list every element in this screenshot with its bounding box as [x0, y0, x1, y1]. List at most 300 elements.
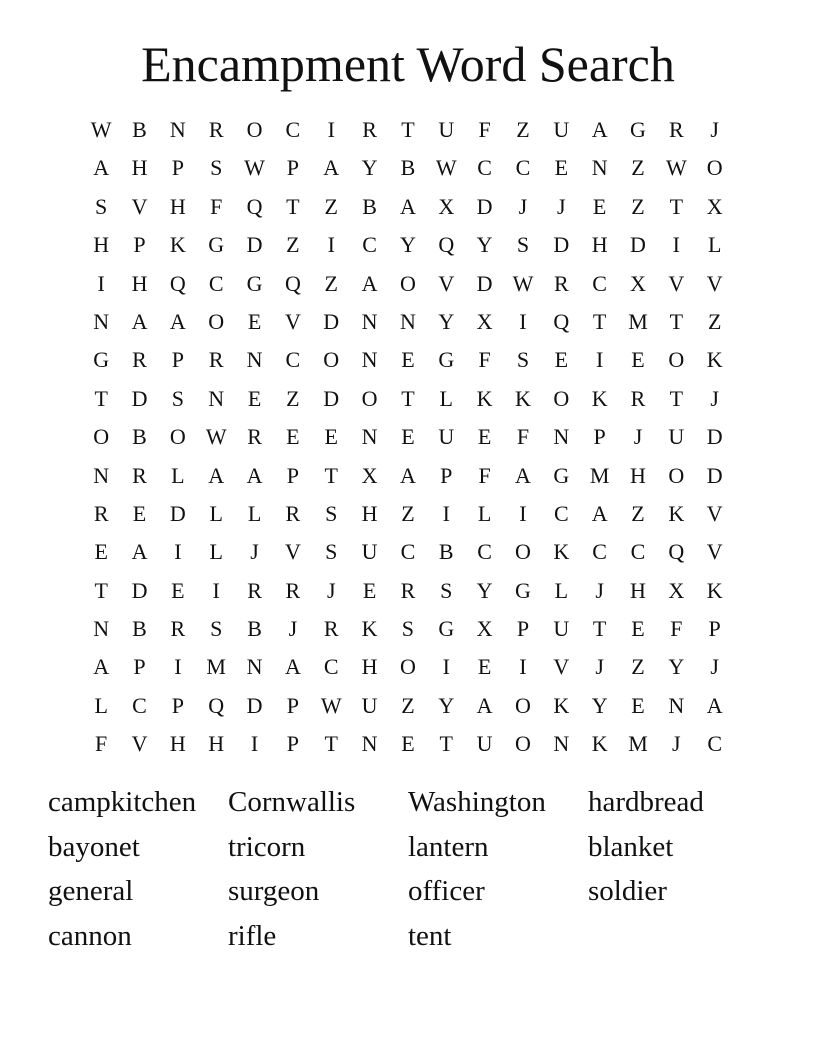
grid-letter: D: [476, 193, 493, 219]
grid-letter: Y: [438, 692, 455, 718]
word-list-item: surgeon: [228, 875, 320, 908]
grid-letter: O: [515, 692, 531, 718]
grid-letter: B: [132, 616, 147, 642]
grid-letter: X: [668, 577, 685, 603]
grid-letter: W: [244, 155, 265, 181]
grid-letter: V: [706, 270, 723, 296]
grid-letter: I: [595, 347, 604, 373]
grid-letter: B: [400, 155, 416, 181]
grid-letter: Z: [286, 385, 300, 411]
grid-letter: Q: [208, 692, 225, 718]
grid-letter: X: [476, 616, 493, 642]
grid-letter: E: [401, 424, 415, 450]
grid-letter: E: [401, 347, 415, 373]
grid-letter: B: [247, 616, 262, 642]
grid-letter: Z: [286, 232, 300, 258]
grid-letter: F: [670, 616, 683, 642]
grid-letter: N: [93, 308, 110, 334]
grid-letter: R: [208, 117, 224, 142]
grid-letter: K: [476, 385, 493, 411]
grid-row: [82, 341, 734, 379]
grid-letter: I: [212, 577, 220, 603]
grid-letter: S: [516, 232, 530, 258]
grid-letter: H: [131, 270, 148, 296]
grid-letter: J: [595, 577, 604, 603]
grid-letter: W: [435, 155, 457, 181]
grid-letter: U: [438, 424, 455, 450]
grid-letter: A: [361, 270, 378, 296]
grid-letter: G: [438, 347, 455, 373]
grid-letter: E: [631, 692, 645, 718]
grid-letter: K: [553, 692, 570, 718]
grid-letter: J: [326, 577, 336, 603]
grid-letter: Y: [668, 654, 685, 680]
grid-letter: P: [286, 692, 300, 718]
grid-letter: L: [707, 232, 722, 258]
grid-letter: E: [362, 577, 377, 603]
grid-letter: A: [169, 308, 186, 334]
grid-letter: R: [93, 500, 109, 526]
grid-letter: N: [553, 731, 570, 757]
grid-letter: M: [589, 462, 610, 488]
grid-letter: Z: [516, 117, 530, 142]
grid-letter: K: [591, 731, 608, 757]
grid-letter: J: [557, 193, 566, 219]
grid-letter: K: [706, 347, 723, 373]
grid-letter: X: [630, 270, 646, 296]
grid-letter: H: [630, 577, 646, 603]
grid-row: [82, 495, 734, 533]
grid-letter: J: [710, 385, 719, 411]
grid-letter: D: [706, 462, 723, 488]
grid-letter: D: [323, 308, 340, 334]
grid-letter: D: [630, 232, 646, 258]
grid-letter: X: [706, 193, 723, 219]
grid-letter: A: [591, 500, 608, 526]
grid-letter: E: [247, 308, 262, 334]
word-list: [48, 780, 768, 959]
grid-row: [82, 533, 734, 571]
grid-letter: I: [672, 232, 680, 258]
grid-letter: J: [250, 539, 259, 565]
grid-letter: P: [133, 654, 146, 680]
grid-letter: N: [93, 462, 110, 488]
grid-letter: N: [208, 385, 225, 411]
grid-letter: E: [592, 193, 607, 219]
word-list-item: Washington: [408, 786, 546, 818]
grid-letter: C: [362, 232, 377, 258]
grid-letter: R: [285, 500, 301, 526]
grid-letter: N: [93, 616, 110, 642]
grid-row: [82, 418, 734, 456]
grid-letter: D: [131, 577, 148, 603]
grid-letter: W: [320, 692, 342, 718]
grid-letter: I: [174, 539, 182, 565]
grid-letter: S: [325, 500, 338, 526]
grid-letter: O: [93, 424, 110, 450]
grid-letter: R: [170, 616, 186, 642]
grid-letter: T: [669, 385, 684, 411]
grid-letter: I: [519, 308, 527, 334]
grid-letter: H: [591, 232, 608, 258]
grid-row: [82, 687, 734, 725]
grid-letter: C: [477, 539, 492, 565]
grid-letter: N: [553, 424, 570, 450]
grid-letter: B: [132, 424, 147, 450]
word-list-item: officer: [408, 875, 485, 908]
grid-letter: W: [205, 424, 227, 450]
grid-letter: O: [553, 385, 570, 411]
grid-letter: E: [132, 500, 147, 526]
grid-letter: X: [438, 193, 455, 219]
grid-letter: E: [401, 731, 415, 757]
grid-letter: P: [171, 155, 184, 181]
grid-letter: E: [631, 347, 645, 373]
grid-letter: S: [401, 616, 415, 642]
grid-letter: K: [169, 232, 186, 258]
grid-letter: W: [90, 117, 112, 142]
grid-letter: A: [706, 692, 723, 718]
grid-letter: A: [399, 193, 416, 219]
grid-letter: J: [672, 731, 681, 757]
grid-letter: H: [361, 654, 378, 680]
grid-letter: F: [95, 731, 108, 757]
grid-letter: X: [361, 462, 378, 488]
grid-letter: C: [592, 270, 607, 296]
grid-letter: W: [512, 270, 534, 296]
grid-letter: A: [399, 462, 416, 488]
grid-row: [82, 648, 734, 686]
grid-letter: K: [668, 500, 685, 526]
grid-letter: K: [361, 616, 378, 642]
grid-letter: Y: [476, 232, 493, 258]
grid-letter: O: [706, 155, 723, 181]
grid-letter: V: [553, 654, 570, 680]
grid-letter: E: [286, 424, 300, 450]
grid-letter: T: [439, 731, 453, 757]
grid-letter: C: [477, 155, 492, 181]
grid-row: [82, 226, 734, 264]
grid-letter: N: [361, 731, 378, 757]
grid-letter: T: [592, 616, 607, 642]
grid-letter: E: [631, 616, 645, 642]
grid-letter: A: [93, 155, 110, 181]
grid-letter: T: [669, 308, 684, 334]
grid-letter: L: [554, 577, 569, 603]
grid-letter: Y: [476, 577, 493, 603]
grid-letter: R: [400, 577, 416, 603]
grid-letter: R: [362, 117, 377, 142]
grid-letter: I: [97, 270, 105, 296]
grid-letter: D: [169, 500, 186, 526]
grid-letter: F: [478, 117, 491, 142]
grid-letter: V: [284, 539, 301, 565]
grid-letter: A: [323, 155, 340, 181]
grid-letter: K: [706, 577, 723, 603]
grid-letter: N: [361, 424, 378, 450]
grid-row: [82, 457, 734, 495]
grid-letter: U: [553, 117, 570, 142]
grid-letter: P: [286, 462, 300, 488]
grid-letter: T: [94, 577, 108, 603]
grid-letter: T: [94, 385, 108, 411]
grid-letter: F: [478, 462, 491, 488]
grid-letter: U: [438, 117, 455, 142]
grid-row: [82, 572, 734, 610]
letter-grid: [82, 111, 734, 764]
grid-letter: L: [171, 462, 185, 488]
grid-letter: C: [515, 155, 531, 181]
grid-letter: H: [361, 500, 378, 526]
grid-letter: V: [131, 193, 148, 219]
grid-letter: R: [668, 117, 684, 142]
grid-letter: C: [285, 347, 301, 373]
word-list-item: tricorn: [228, 830, 306, 863]
word-list-item: lantern: [408, 830, 489, 863]
grid-letter: T: [401, 117, 415, 142]
grid-row: [82, 303, 734, 341]
grid-letter: F: [516, 424, 530, 450]
grid-letter: V: [706, 539, 723, 565]
grid-letter: M: [628, 731, 648, 757]
grid-letter: D: [476, 270, 493, 296]
grid-letter: C: [400, 539, 416, 565]
grid-letter: E: [324, 424, 338, 450]
grid-letter: D: [246, 232, 263, 258]
grid-letter: O: [668, 347, 685, 373]
grid-letter: U: [361, 692, 378, 718]
grid-letter: J: [595, 654, 604, 680]
grid-letter: O: [323, 347, 340, 373]
word-list-item: general: [48, 875, 134, 908]
grid-letter: N: [169, 117, 186, 142]
grid-letter: O: [361, 385, 378, 411]
grid-letter: I: [442, 500, 450, 526]
grid-row: [82, 610, 734, 648]
grid-letter: J: [518, 193, 528, 219]
word-list-item: bayonet: [48, 830, 140, 863]
grid-letter: L: [477, 500, 492, 526]
grid-row: [82, 265, 734, 303]
word-list-item: tent: [408, 920, 452, 953]
grid-letter: S: [210, 616, 223, 642]
grid-letter: C: [323, 654, 339, 680]
grid-letter: Z: [631, 500, 645, 526]
grid-letter: R: [630, 385, 646, 411]
grid-letter: T: [286, 193, 300, 219]
grid-letter: P: [516, 616, 530, 642]
grid-letter: T: [324, 731, 338, 757]
grid-letter: C: [707, 731, 723, 757]
word-list-item: campkitchen: [48, 786, 197, 818]
grid-letter: L: [209, 500, 223, 526]
grid-letter: I: [519, 654, 527, 680]
grid-letter: Q: [553, 308, 570, 334]
grid-letter: O: [246, 117, 263, 142]
grid-letter: R: [247, 577, 262, 603]
grid-letter: R: [323, 616, 339, 642]
grid-letter: X: [476, 308, 493, 334]
grid-letter: O: [668, 462, 685, 488]
grid-row: [82, 149, 734, 187]
grid-letter: L: [209, 539, 223, 565]
grid-letter: R: [208, 347, 224, 373]
grid-letter: S: [210, 155, 223, 181]
grid-letter: N: [246, 654, 263, 680]
grid-letter: E: [554, 155, 569, 181]
grid-letter: L: [439, 385, 453, 411]
grid-letter: A: [476, 692, 493, 718]
grid-letter: J: [633, 424, 643, 450]
grid-letter: H: [131, 155, 148, 181]
grid-row: [82, 188, 734, 226]
grid-letter: C: [132, 692, 147, 718]
grid-letter: M: [206, 654, 226, 680]
grid-letter: A: [208, 462, 225, 488]
grid-letter: P: [593, 424, 606, 450]
grid-letter: Z: [631, 193, 645, 219]
grid-letter: A: [131, 539, 148, 565]
grid-letter: Z: [401, 500, 415, 526]
grid-letter: E: [477, 654, 492, 680]
grid-letter: F: [478, 347, 491, 373]
grid-letter: G: [246, 270, 263, 296]
grid-letter: N: [591, 155, 608, 181]
grid-letter: A: [246, 462, 263, 488]
grid-letter: U: [476, 731, 493, 757]
word-list-item: cannon: [48, 920, 132, 953]
grid-letter: I: [327, 117, 335, 142]
grid-letter: N: [361, 308, 378, 334]
grid-letter: I: [327, 232, 335, 258]
grid-letter: R: [132, 347, 147, 373]
grid-letter: B: [362, 193, 377, 219]
grid-letter: O: [515, 539, 531, 565]
grid-row: [82, 111, 734, 149]
grid-letter: A: [515, 462, 531, 488]
grid-letter: P: [286, 155, 300, 181]
grid-letter: Y: [591, 692, 608, 718]
grid-letter: L: [94, 692, 108, 718]
grid-letter: G: [515, 577, 531, 603]
grid-letter: N: [246, 347, 263, 373]
grid-letter: B: [438, 539, 454, 565]
grid-letter: P: [133, 232, 146, 258]
grid-letter: V: [668, 270, 685, 296]
grid-letter: T: [324, 462, 338, 488]
word-list-item: blanket: [588, 830, 674, 863]
grid-letter: Z: [324, 193, 338, 219]
grid-letter: U: [668, 424, 685, 450]
grid-letter: R: [553, 270, 569, 296]
grid-letter: N: [361, 347, 378, 373]
grid-letter: R: [285, 577, 301, 603]
grid-letter: D: [553, 232, 570, 258]
grid-letter: G: [208, 232, 225, 258]
grid-letter: T: [592, 308, 607, 334]
grid-letter: V: [131, 731, 148, 757]
grid-letter: M: [628, 308, 648, 334]
grid-letter: S: [516, 347, 530, 373]
word-list-item: hardbread: [588, 786, 704, 818]
grid-letter: U: [553, 616, 570, 642]
grid-letter: Z: [631, 654, 645, 680]
grid-letter: A: [131, 308, 148, 334]
grid-row: [82, 380, 734, 418]
grid-letter: I: [174, 654, 182, 680]
grid-letter: P: [171, 347, 184, 373]
grid-letter: N: [668, 692, 685, 718]
grid-letter: S: [171, 385, 184, 411]
grid-letter: W: [665, 155, 687, 181]
grid-letter: C: [630, 539, 646, 565]
grid-letter: P: [171, 692, 184, 718]
grid-letter: A: [284, 654, 301, 680]
grid-letter: E: [247, 385, 262, 411]
grid-letter: K: [591, 385, 608, 411]
word-list-item: Cornwallis: [228, 786, 356, 818]
grid-letter: J: [288, 616, 298, 642]
grid-letter: K: [553, 539, 570, 565]
grid-letter: I: [519, 500, 527, 526]
grid-letter: S: [325, 539, 338, 565]
grid-letter: F: [210, 193, 223, 219]
grid-letter: D: [131, 385, 148, 411]
grid-letter: I: [442, 654, 450, 680]
grid-letter: G: [630, 117, 646, 142]
grid-letter: H: [169, 193, 186, 219]
grid-letter: O: [399, 654, 416, 680]
grid-letter: A: [591, 117, 608, 142]
grid-letter: N: [399, 308, 416, 334]
grid-letter: H: [208, 731, 225, 757]
grid-letter: Q: [284, 270, 301, 296]
grid-letter: G: [93, 347, 110, 373]
grid-letter: P: [440, 462, 453, 488]
grid-letter: S: [440, 577, 453, 603]
grid-letter: E: [94, 539, 108, 565]
grid-letter: Y: [361, 155, 378, 181]
grid-letter: O: [169, 424, 186, 450]
grid-letter: Y: [399, 232, 416, 258]
grid-letter: V: [438, 270, 455, 296]
grid-letter: E: [554, 347, 569, 373]
grid-letter: C: [208, 270, 224, 296]
grid-letter: P: [708, 616, 721, 642]
grid-letter: Z: [631, 155, 645, 181]
grid-letter: R: [247, 424, 262, 450]
grid-letter: C: [592, 539, 607, 565]
grid-letter: J: [710, 117, 719, 142]
word-list-item: rifle: [228, 920, 277, 953]
grid-letter: I: [250, 731, 259, 757]
grid-letter: Z: [324, 270, 338, 296]
grid-letter: Q: [169, 270, 186, 296]
grid-letter: Q: [246, 193, 263, 219]
grid-letter: J: [710, 654, 719, 680]
grid-letter: Z: [401, 692, 415, 718]
grid-letter: Z: [707, 308, 722, 334]
grid-letter: T: [669, 193, 684, 219]
grid-letter: K: [515, 385, 531, 411]
word-list-item: soldier: [588, 875, 667, 908]
grid-letter: C: [553, 500, 569, 526]
grid-letter: O: [208, 308, 225, 334]
grid-letter: Q: [668, 539, 685, 565]
grid-row: [82, 725, 734, 763]
grid-letter: O: [399, 270, 416, 296]
grid-letter: Q: [438, 232, 455, 258]
